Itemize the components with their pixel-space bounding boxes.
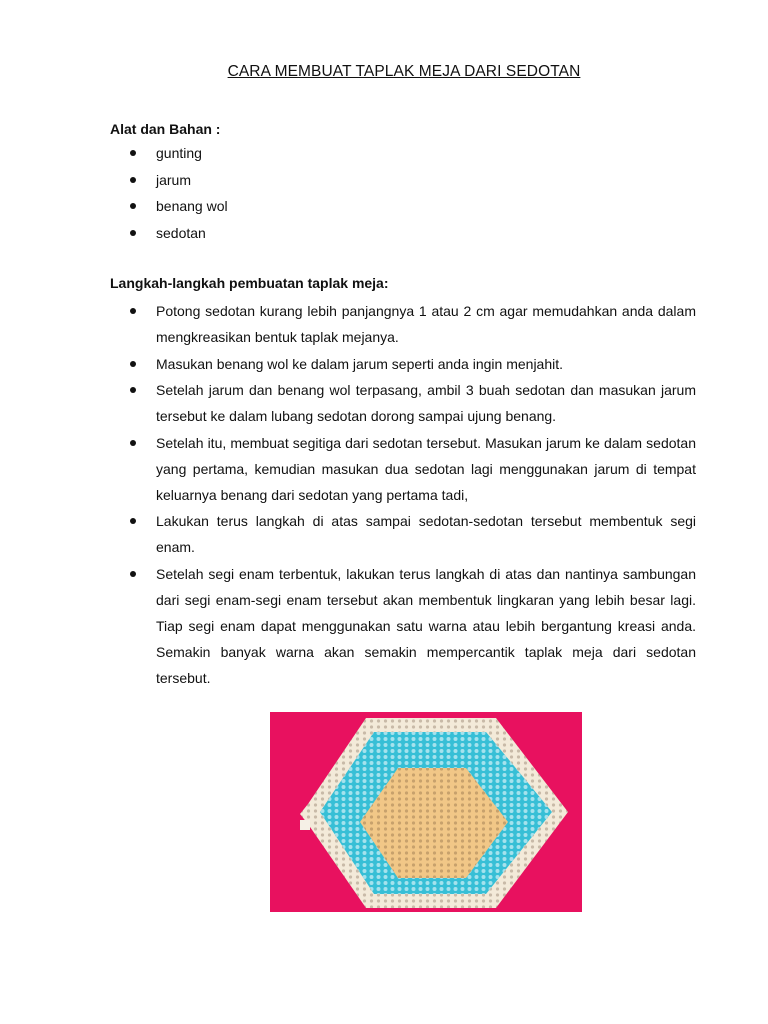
list-item-text: benang wol: [156, 198, 228, 214]
list-item-text: sedotan: [156, 224, 206, 241]
hexagon-tablecloth-image: [270, 712, 582, 912]
list-item: [110, 430, 696, 508]
list-item: [110, 140, 696, 166]
list-item-text: jarum: [156, 171, 192, 188]
materials-heading: Alat dan Bahan :: [110, 121, 221, 137]
list-item-text: Setelah jarum dan benang wol terpasang, ambil 3 buah sedotan dan masukan jarum tersebut ke dalam lubang sedotan dorong sampai ujung benang.: [156, 382, 696, 424]
list-item: [110, 351, 696, 377]
list-item-text: gunting: [156, 145, 202, 161]
straw-tablecloth-photo: [270, 712, 582, 912]
bullet-icon: [130, 203, 136, 209]
list-item: [110, 167, 696, 193]
bullet-icon: [130, 387, 136, 393]
steps-heading: Langkah-langkah pembuatan taplak meja:: [110, 275, 389, 291]
bullet-icon: [130, 177, 136, 183]
list-item: [110, 220, 696, 246]
materials-list: [110, 140, 696, 246]
bullet-icon: [130, 518, 136, 524]
list-item-text: Setelah itu, membuat segitiga dari sedotan tersebut. Masukan jarum ke dalam sedotan yang pertama, kemudian masukan dua sedotan lagi menggunakan jarum di tempat keluarnya benang dari sedotan yang pertama tadi,: [156, 434, 696, 503]
bullet-icon: [130, 308, 136, 314]
bullet-icon: [130, 361, 136, 367]
list-item-text: Setelah segi enam terbentuk, lakukan terus langkah di atas dan nantinya sambungan dari segi enam-segi enam tersebut akan membentuk lingkaran yang lebih besar lagi. Tiap segi enam dapat menggunakan satu warna atau lebih bergantung kreasi anda. Semakin banyak warna akan semakin mempercantik taplak meja dari sedotan tersebut.: [156, 565, 696, 686]
bullet-icon: [130, 440, 136, 446]
bullet-icon: [130, 230, 136, 236]
list-item: [110, 298, 696, 350]
list-item-text: Potong sedotan kurang lebih panjangnya 1 atau 2 cm agar memudahkan anda dalam mengkreasikan bentuk taplak mejanya.: [156, 303, 696, 345]
list-item: [110, 508, 696, 560]
loop-knot: [300, 820, 310, 830]
list-item-text: Masukan benang wol ke dalam jarum seperti anda ingin menjahit.: [156, 355, 564, 372]
list-item: [110, 377, 696, 429]
bullet-icon: [130, 571, 136, 577]
bullet-icon: [130, 150, 136, 156]
list-item: [110, 193, 696, 219]
list-item: [110, 561, 696, 691]
list-item-text: Lakukan terus langkah di atas sampai sedotan-sedotan tersebut membentuk segi enam.: [156, 513, 696, 555]
page-title: CARA MEMBUAT TAPLAK MEJA DARI SEDOTAN: [227, 63, 581, 80]
steps-list: [110, 298, 696, 691]
